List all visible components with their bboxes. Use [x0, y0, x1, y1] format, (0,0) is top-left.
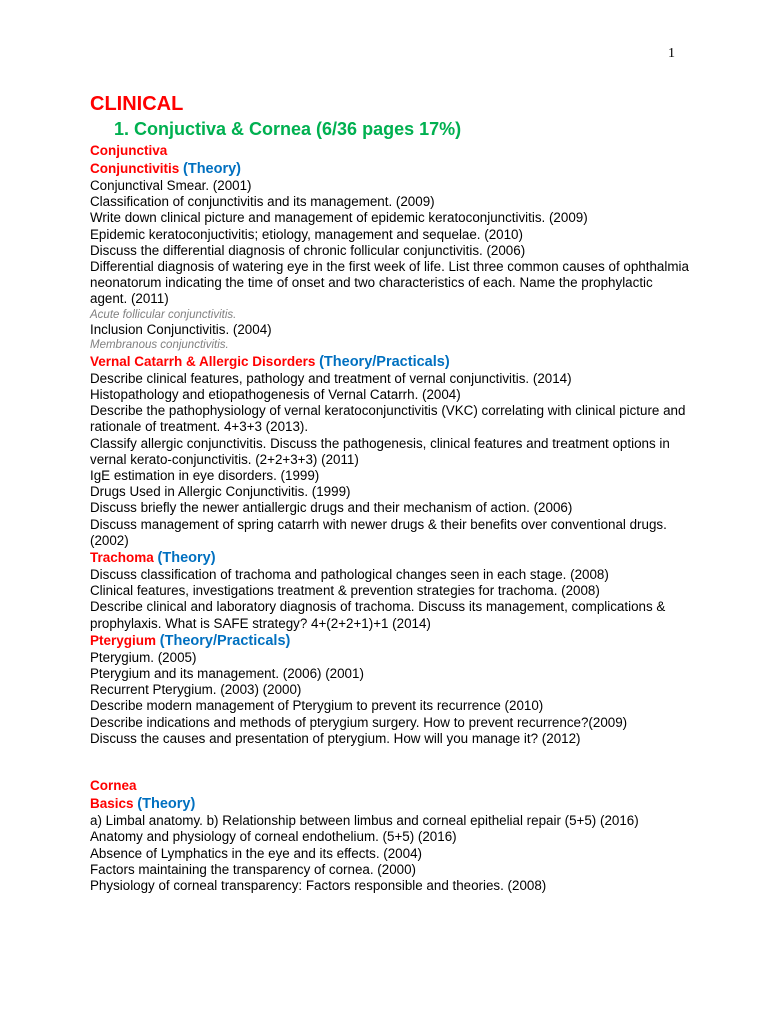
list-item: Pterygium and its management. (2006) (2001) [90, 666, 364, 682]
section-title: Conjunctiva [90, 143, 168, 158]
subsection-label: Vernal Catarrh & Allergic Disorders [90, 353, 320, 369]
list-item: Histopathology and etiopathogenesis of Vernal Catarrh. (2004) [90, 387, 461, 403]
subsection-label: Conjunctivitis [90, 161, 184, 176]
subsection-tag: (Theory) [137, 796, 196, 813]
section-spacer [90, 747, 690, 777]
subsection-heading [90, 160, 690, 178]
list-note: Acute follicular conjunctivitis. [90, 308, 237, 321]
list-item: Clinical features, investigations treatment & prevention strategies for trachoma. (2008) [90, 583, 600, 599]
list-item: Absence of Lymphatics in the eye and its effects. (2004) [90, 845, 422, 861]
chapter-title: 1. Conjuctiva & Cornea (6/36 pages 17%) [114, 119, 462, 139]
list-item: Describe the pathophysiology of vernal keratoconjunctivitis (VKC) correlating with clinical picture and rationale of treatment. 4+3+3 (2013). [90, 403, 686, 435]
list-item: Epidemic keratoconjuctivitis; etiology, management and sequelae. (2010) [90, 226, 523, 242]
subsection-tag: (Theory/Practicals) [319, 353, 450, 370]
document-body [90, 92, 690, 894]
subsection-label: Basics [90, 796, 138, 812]
sections-container [90, 142, 690, 894]
list-note: Membranous conjunctivitis. [90, 339, 229, 352]
page-number: 1 [668, 46, 675, 61]
list-item: Discuss management of spring catarrh with newer drugs & their benefits over conventional drugs. (2002) [90, 516, 667, 548]
subsection-tag: (Theory) [157, 550, 216, 567]
section-title: Cornea [90, 778, 137, 794]
list-item: Classification of conjunctivitis and its management. (2009) [90, 194, 435, 210]
list-item: Factors maintaining the transparency of cornea. (2000) [90, 861, 417, 877]
subsection-label: Trachoma [90, 550, 158, 566]
list-item: Drugs Used in Allergic Conjunctivitis. (1999) [90, 484, 351, 500]
list-item: Discuss briefly the newer antiallergic drugs and their mechanism of action. (2006) [90, 500, 573, 516]
list-item: Physiology of corneal transparency: Factors responsible and theories. (2008) [90, 877, 547, 893]
list-item: a) Limbal anatomy. b) Relationship between limbus and corneal epithelial repair (5+5) (2016) [90, 813, 639, 829]
list-item: Classify allergic conjunctivitis. Discuss the pathogenesis, clinical features and treatment options in vernal kerato-conjunctivitis. (2+2+3+3) (2011) [90, 435, 670, 467]
subsection-tag: (Theory) [183, 161, 242, 177]
subsection-heading [90, 632, 690, 650]
list-item: Inclusion Conjunctivitis. (2004) [90, 322, 272, 338]
list-item: Differential diagnosis of watering eye in the first week of life. List three common causes of ophthalmia neonatorum indicating the time of onset and two characteristics of each. Name the prophylactic agent. (2011) [90, 259, 689, 307]
subsection-heading [90, 549, 690, 567]
list-item: Describe clinical and laboratory diagnosis of trachoma. Discuss its management, complications & prophylaxis. What is SAFE strategy? 4+(2+2+1)+1 (2014) [90, 599, 666, 631]
list-item: Describe clinical features, pathology and treatment of vernal conjunctivitis. (2014) [90, 370, 572, 386]
list-item: Pterygium. (2005) [90, 649, 197, 665]
list-item: Describe indications and methods of pterygium surgery. How to prevent recurrence?(2009) [90, 714, 628, 730]
list-item: Discuss classification of trachoma and pathological changes seen in each stage. (2008) [90, 567, 609, 583]
main-title: CLINICAL [90, 93, 184, 115]
subsection-label: Pterygium [90, 632, 160, 648]
list-item: Conjunctival Smear. (2001) [90, 178, 252, 193]
list-item: Describe modern management of Pterygium to prevent its recurrence (2010) [90, 698, 544, 714]
list-item: Discuss the causes and presentation of pterygium. How will you manage it? (2012) [90, 730, 581, 746]
list-item: Discuss the differential diagnosis of chronic follicular conjunctivitis. (2006) [90, 242, 526, 258]
subsection-tag: (Theory/Practicals) [159, 632, 291, 649]
list-item: Recurrent Pterygium. (2003) (2000) [90, 682, 302, 698]
list-item: Write down clinical picture and management of epidemic keratoconjunctivitis. (2009) [90, 210, 588, 226]
subsection-heading [90, 353, 690, 371]
subsection-heading [90, 795, 690, 813]
list-item: Anatomy and physiology of corneal endothelium. (5+5) (2016) [90, 829, 457, 845]
list-item: IgE estimation in eye disorders. (1999) [90, 468, 320, 484]
